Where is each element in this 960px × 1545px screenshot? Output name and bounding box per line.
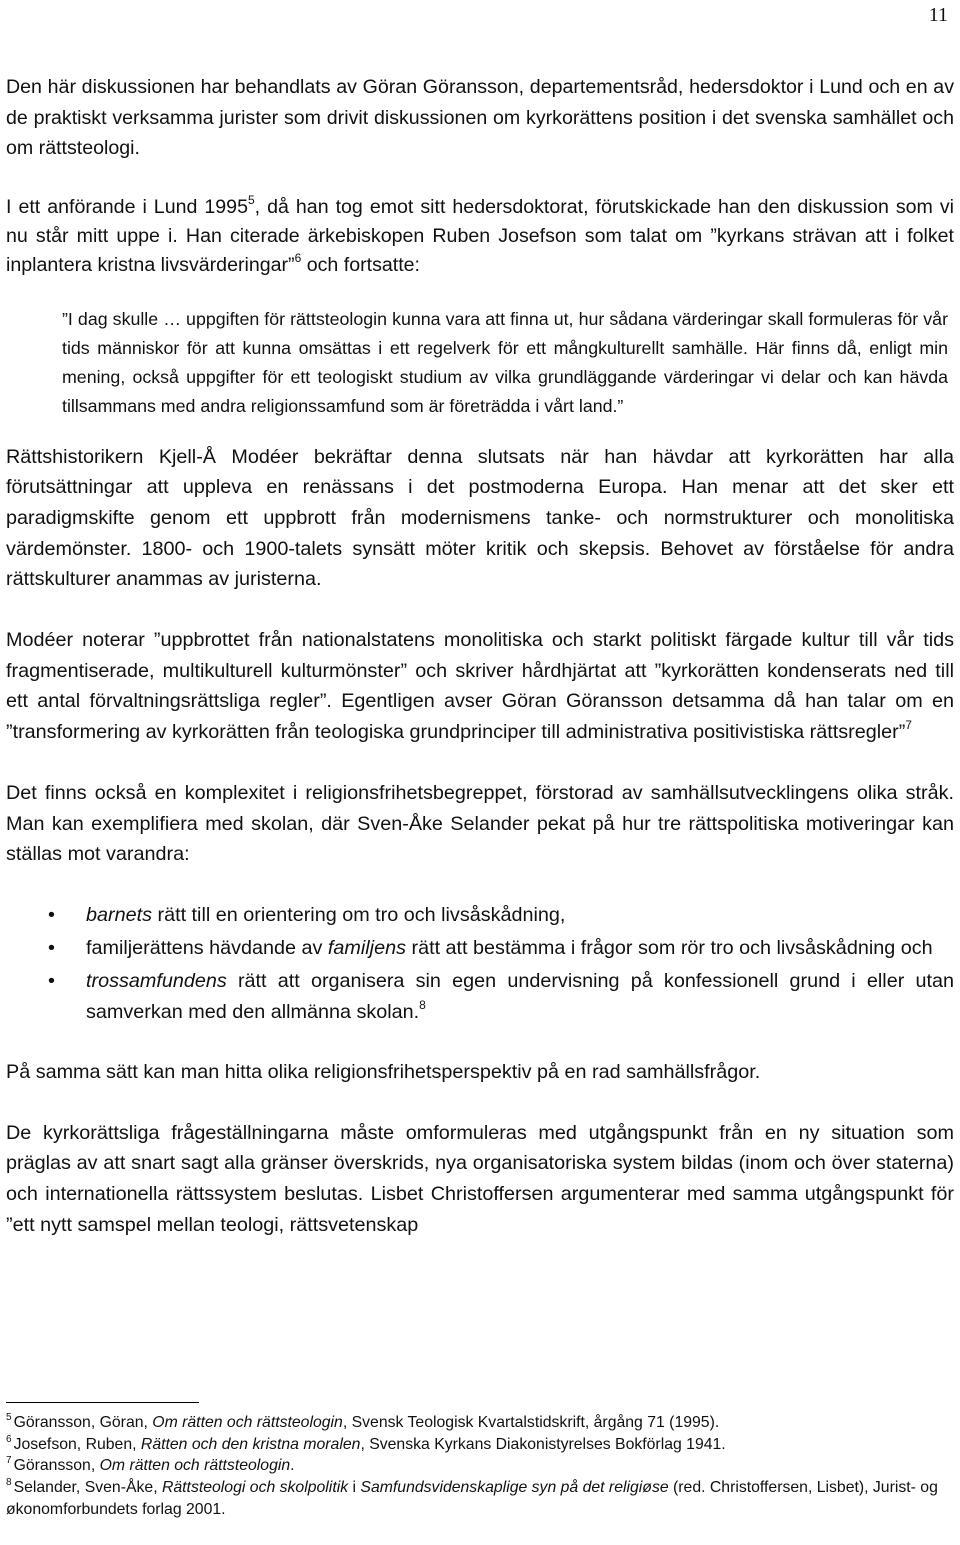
footnote-8: [6, 1477, 954, 1520]
paragraph-modeer-notes: [6, 625, 954, 748]
footnote-text: , Svenska Kyrkans Diakonistyrelses Bokförlag 1941.: [360, 1435, 726, 1453]
footnote-title: Rättsteologi och skolpolitik: [161, 1479, 349, 1497]
footnote-title: Rätten och den kristna moralen: [140, 1435, 361, 1453]
paragraph-modeer-notes-text: Modéer noterar ”uppbrottet från nationalstatens monolitiska och starkt politiskt färgade kultur till vår tids fragmentiserade, multikulturell kulturmönster” och skriver hårdhjärtat att ”kyrkorätten kondenserats ned till ett antal förvaltningsrättsliga regler”. Egentligen avser Göran Göransson detsamma då han talar om en ”transformering av kyrkorätten från teologiska grundprinciper till administrativa positivistiska rättsregler”: [6, 629, 954, 744]
footnote-title: Om rätten och rättsteologin: [152, 1414, 343, 1431]
paragraph-complexity: Det finns också en komplexitet i religionsfrihetsbegreppet, förstorad av samhällsutvecklingens olika stråk. Man kan exemplifiera med skolan, där Sven-Åke Selander pekat på hur tre rättspolitiska motiveringar kan ställas mot varandra:: [6, 781, 954, 866]
footnote-text: Göransson, Göran,: [13, 1414, 153, 1431]
footnote-title: Om rätten och rättsteologin: [99, 1457, 291, 1475]
block-quote: ”I dag skulle … uppgiften för rättsteologin kunna vara att finna ut, hur sådana värderingar skall formuleras för vår tids människor för att kunna omsättas i ett regelverk för ett mångkulturellt samhälle. Här finns då, enligt min mening, också uppgifter för ett teologiskt studium av vilka grundläggande värderingar vi delar och kan hävda tillsammans med andra religionssamfund som är företrädda i vårt land.”: [62, 308, 948, 416]
footnotes: [6, 1412, 954, 1521]
footnote-5: [6, 1412, 954, 1434]
footnote-text: Josefson, Ruben,: [13, 1435, 141, 1453]
footnote-number: 6: [6, 1433, 12, 1445]
footnote-text: Göransson,: [13, 1457, 100, 1475]
list-item-text: rätt att bestämma i frågor som rör tro och livsåskådning och: [405, 936, 933, 959]
list-item-text: rätt till en orientering om tro och livsåskådning,: [151, 903, 566, 926]
page-number: 11: [928, 4, 948, 26]
footnote-ref-5[interactable]: 5: [247, 192, 255, 207]
footnote-text: , Svensk Teologisk Kvartalstidskrift, årgång 71 (1995).: [342, 1414, 720, 1431]
list-item: [6, 966, 954, 1028]
paragraph-modeer-renaissance: Rättshistorikern Kjell-Å Modéer bekräftar denna slutsats när han hävdar att kyrkorätten har alla förutsättningar att uppleva en renässans i det postmoderna Europa. Han menar att det sker ett paradigmskifte genom ett uppbrott från modernismens tanke- och normstrukturer och monolitiska värdemönster. 1800- och 1900-talets synsätt möter kritik och skepsis. Behovet av förståelse för andra rättskulturer anammas av juristerna.: [6, 445, 954, 591]
paragraph-goransson-intro: Den här diskussionen har behandlats av Göran Göransson, departementsråd, hedersdoktor i Lund och en av de praktiskt verksamma jurister som drivit diskussionen om kyrkorättens position i det svenska samhället och om rättsteologi.: [6, 76, 954, 159]
list-item-prefix: familjerättens hävdande av: [86, 936, 328, 959]
footnote-number: 5: [6, 1412, 12, 1423]
footnote-number: 8: [6, 1477, 12, 1489]
paragraph-lund-speech-start: I ett anförande i Lund 1995: [6, 195, 248, 218]
list-item-emphasis: barnets: [86, 903, 152, 926]
paragraph-lund-speech: [6, 193, 954, 280]
footnote-ref-7[interactable]: 7: [905, 718, 912, 733]
bullet-icon: •: [48, 936, 55, 959]
bullet-icon: •: [48, 903, 55, 926]
footnote-title: Samfundsvidenskaplige syn på det religiøse: [360, 1479, 669, 1497]
footnote-ref-8[interactable]: 8: [419, 997, 426, 1012]
footnote-ref-6[interactable]: 6: [294, 250, 302, 265]
motivations-list: [6, 900, 954, 1028]
footnote-text: (red. Christoffersen, Lisbet), Jurist- og økonomforbundets forlag 2001.: [6, 1479, 938, 1518]
page-body: [6, 72, 954, 1270]
paragraph-reformulation: De kyrkorättsliga frågeställningarna måste omformuleras med utgångspunkt från en ny situation som präglas av att snart sagt alla gränser överskrids, nya organisatoriska system bildas (inom och över staterna) och internationella rättssystem beslutas. Lisbet Christoffersen argumenterar med samma utgångspunkt för ”ett nytt samspel mellan teologi, rättsvetenskap: [6, 1121, 954, 1236]
list-item: [6, 900, 954, 931]
footnote-7: [6, 1455, 954, 1477]
list-item-text: rätt att organisera sin egen undervisning på konfessionell grund i eller utan samverkan med den allmänna skolan.: [86, 969, 954, 1023]
paragraph-perspectives: På samma sätt kan man hitta olika religionsfrihetsperspektiv på en rad samhällsfrågor.: [6, 1060, 761, 1083]
list-item: [6, 933, 954, 964]
footnote-separator: [6, 1402, 199, 1403]
list-item-emphasis: trossamfundens: [86, 969, 227, 992]
paragraph-lund-speech-mid: , då han tog emot sitt hedersdoktorat, förutskickade han den diskussion som vi nu står mitt uppe i.: [6, 195, 954, 247]
paragraph-josefson-citation: Han citerade ärkebiskopen Ruben Josefson som talat om ”kyrkans strävan att i folket inplantera kristna livsvärderingar”: [6, 224, 954, 276]
paragraph-lund-speech-end: och fortsatte:: [301, 253, 420, 276]
footnote-text: .: [290, 1457, 295, 1475]
footnote-number: 7: [6, 1455, 12, 1467]
list-item-emphasis: familjens: [327, 936, 406, 959]
footnote-text: Selander, Sven-Åke,: [13, 1479, 162, 1497]
bullet-icon: •: [48, 969, 55, 992]
footnote-6: [6, 1434, 954, 1456]
footnote-text: i: [348, 1479, 361, 1497]
